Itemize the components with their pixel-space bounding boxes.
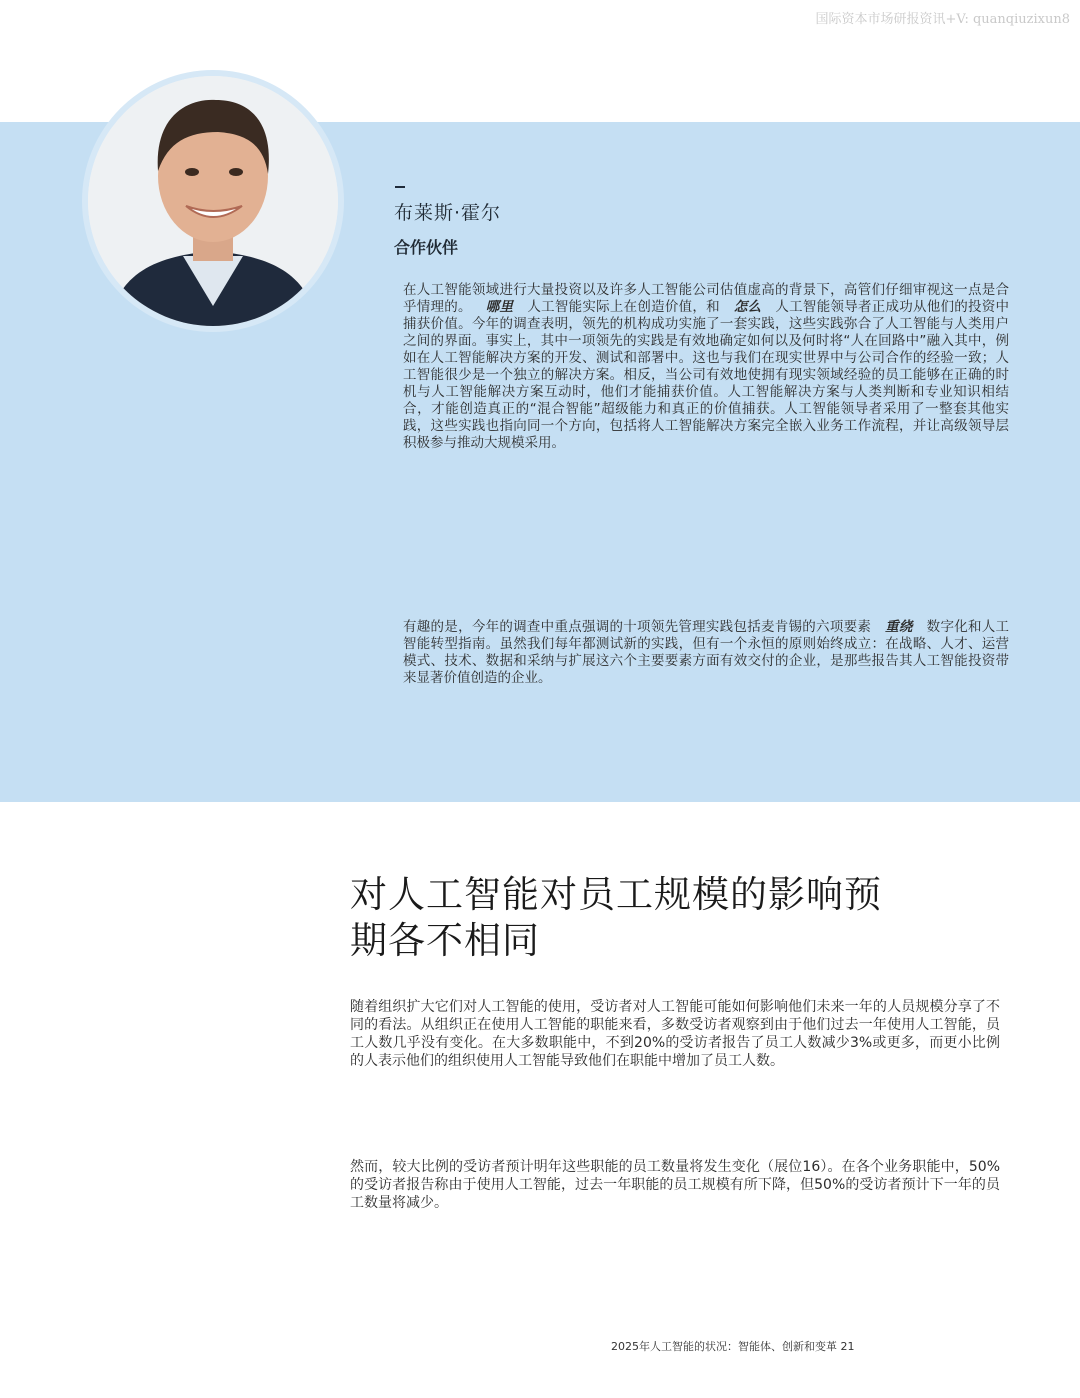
intro-paragraph-2 (403, 619, 1009, 687)
text-segment: 人工智能实际上在创造价值，和 (527, 299, 720, 315)
section-paragraph-1: 随着组织扩大它们对人工智能的使用，受访者对人工智能可能如何影响他们未来一年的人员规模分享了不同的看法。从组织正在使用人工智能的职能来看，多数受访者观察到由于他们过去一年使用人工智能，员工人数几乎没有变化。在大多数职能中，不到20%的受访者报告了员工人数减少3%或更多，而更小比例的人表示他们的组织使用人工智能导致他们在职能中增加了员工人数。 (350, 999, 1000, 1069)
watermark: 国际资本市场研报资讯+V: quanqiuzixun8 (815, 12, 1070, 27)
person-title: 合作伙伴 (394, 238, 459, 257)
section-paragraph-2: 然而，较大比例的受访者预计明年这些职能的员工数量将发生变化（展位16）。在各个业务职能中，50%的受访者报告称由于使用人工智能，过去一年职能的员工规模有所下降，但50%的受访者预计下一年的员工数量将减少。 (350, 1159, 1000, 1211)
emphasis-text: 哪里 (485, 299, 514, 315)
intro-paragraph-1 (403, 282, 1009, 452)
heading-line: 期各不相同 (350, 919, 540, 962)
text-segment: 有趣的是，今年的调查中重点强调的十项领先管理实践包括麦肯锡的六项要素 (403, 619, 872, 635)
emphasis-text: 重绕 (885, 619, 913, 635)
page-footer: 2025年人工智能的状况：智能体、创新和变革 21 (611, 1340, 855, 1353)
text-segment: 在人工智能领域进行大量投资以及许多人工智能公司估值虚高的背景下，高管们仔细审视这一点是合乎情理的。 (403, 282, 1009, 315)
person-name: 布莱斯·霍尔 (394, 202, 502, 224)
avatar (88, 76, 338, 326)
accent-dash (395, 186, 405, 188)
section-heading (350, 872, 970, 964)
emphasis-text: 怎么 (733, 299, 762, 315)
text-segment: 数字化和人工智能转型指南。虽然我们每年都测试新的实践，但有一个永恒的原则始终成立：在战略、人才、运营模式、技术、数据和采纳与扩展这六个主要要素方面有效交付的企业，是那些报告其人工智能投资带来显著价值创造的企业。 (403, 619, 1010, 686)
text-segment: 人工智能领导者正成功从他们的投资中捕获价值。今年的调查表明，领先的机构成功实施了一套实践，这些实践弥合了人工智能与人类用户之间的界面。事实上，其中一项领先的实践是有效地确定如何以及何时将“人在回路中”融入其中，例如在人工智能解决方案的开发、测试和部署中。这也与我们在现实世界中与公司合作的经验一致；人工智能很少是一个独立的解决方案。相反，当公司有效地使拥有现实领域经验的员工能够在正确的时机与人工智能解决方案互动时，他们才能捕获价值。人工智能解决方案与人类判断和专业知识相结合，才能创造真正的“混合智能”超级能力和真正的价值捕获。人工智能领导者采用了一整套其他实践，这些实践也指向同一个方向，包括将人工智能解决方案完全嵌入业务工作流程，并让高级领导层积极参与推动大规模采用。 (403, 299, 1010, 451)
heading-line: 对人工智能对员工规模的影响预 (350, 873, 882, 916)
